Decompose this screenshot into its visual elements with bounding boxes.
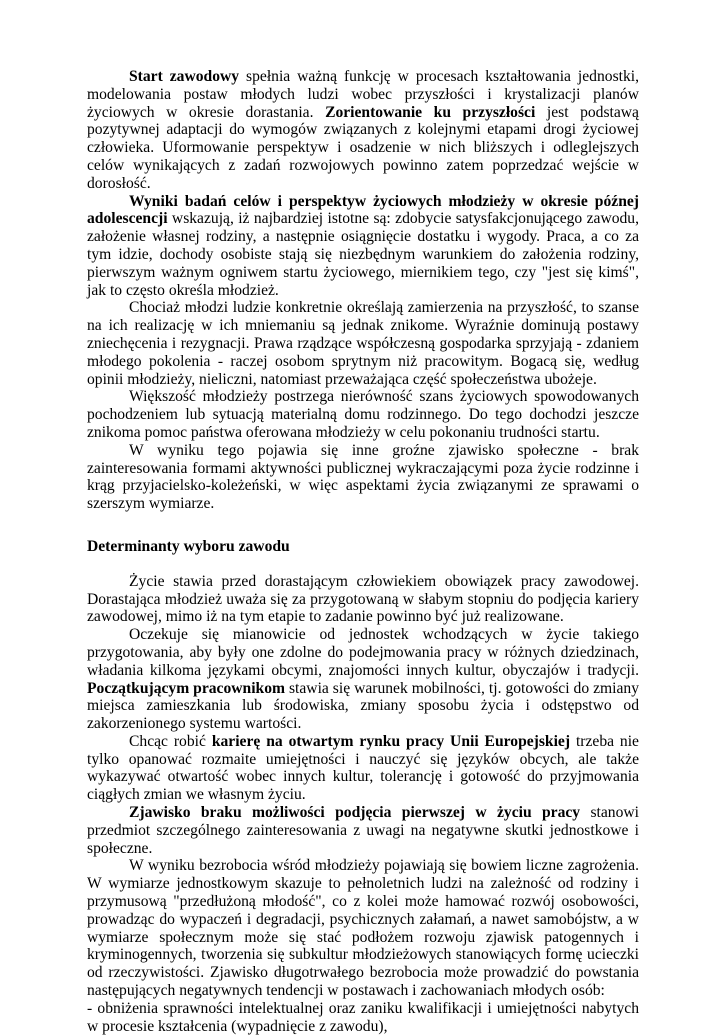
bold-phrase: karierę na otwartym rynku pracy Unii Europejskiej (211, 732, 571, 750)
paragraph-w-wyniku-tego (87, 442, 639, 513)
paragraph-text: Oczekuje się mianowicie od jednostek wchodzących w życie takiego przygotowania, aby były one zdolne do podejmowania pracy w różnych dziedzinach, władania kilkoma językami obcymi, znajomości innych kultur, obyczajów i tradycji. (87, 626, 639, 679)
paragraph-text: Większość młodzieży postrzega nierówność szans życiowych spowodowanych pochodzeniem lub sytuacją materialną domu rodzinnego. Do tego dochodzi jeszcze znikoma pomoc państwa oferowana młodzieży w celu pokonaniu trudności startu. (87, 388, 639, 441)
paragraph-zycie-stawia (87, 573, 639, 626)
paragraph-chcac (87, 733, 639, 804)
section-heading: Determinanty wyboru zawodu (87, 537, 290, 555)
bold-phrase: Wyniki badań celów i perspektyw życiowych młodzieży w okresie późnej adolescencji (87, 192, 639, 228)
paragraph-oczekuje (87, 626, 639, 733)
paragraph-text: - obniżenia sprawności intelektualnej oraz zaniku kwalifikacji i umiejętności nabytych w procesie kształcenia (wypadnięcie z zawodu), (87, 999, 639, 1035)
paragraph-start-zawodowy (87, 68, 639, 193)
paragraph-wiekszosc (87, 388, 639, 441)
paragraph-text: Życie stawia przed dorastającym człowiekiem obowiązek pracy zawodowej. Dorastająca młodzież uważa się za przygotowaną w słabym stopniu do podjęcia kariery zawodowej, mimo iż na tym etapie to zadanie powinno być już realizowane. (87, 572, 639, 626)
paragraph-text: stanowi przedmiot szczególnego zainteresowania z uwagi na negatywne skutki jednostkowe i społeczne. (87, 804, 639, 857)
spacer (87, 556, 639, 573)
paragraph-text: jest podstawą pozytywnej adaptacji do wymogów związanych z kolejnymi etapami drogi życiowej człowieka. Uformowanie perspektyw i osadzenie w nich bliższych i odleglejszych celów wynikających z zadań rozwojowych powinno zatem poprzedzać wejście w dorosłość. (87, 103, 639, 192)
paragraph-text: Chcąc robić (129, 732, 212, 750)
spacer (87, 513, 639, 538)
bold-phrase: Zjawisko braku możliwości podjęcia pierwszej w życiu pracy (129, 804, 581, 822)
paragraph-text: trzeba nie tylko opanować rozmaite umiejętności i nauczyć się języków obcych, ale także wykazywać otwartość wobec innych kultur, tolerancję i gotowość do przyjmowania ciągłych zmian we własnym życiu. (87, 732, 639, 804)
paragraph-text: W wyniku tego pojawia się inne groźne zjawisko społeczne - brak zainteresowania formami aktywności publicznej wykraczającymi poza życie rodzinne i krąg przyjacielsko-koleżeński, w więc aspektami życia związanymi ze sprawami o szerszym wymiarze. (87, 441, 639, 513)
paragraph-text: Chociaż młodzi ludzie konkretnie określają zamierzenia na przyszłość, to szanse na ich realizację w ich mniemaniu są jednak znikome. Wyraźnie dominują postawy zniechęcenia i rezygnacji. Prawa rządzące współczesną gospodarka sprzyjają - zdaniem młodego pokolenia - raczej osobom sprytnym niż pracowitym. Bogacą się, według opinii młodzieży, nieliczni, natomiast przeważająca część społeczeństwa ubożeje. (87, 299, 639, 388)
bold-phrase: Start zawodowy (129, 68, 240, 85)
paragraph-text: W wyniku bezrobocia wśród młodzieży pojawiają się bowiem liczne zagrożenia. W wymiarze jednostkowym skazuje to pełnoletnich ludzi na zależność od rodziny i przymusową "przedłużoną młodość", co z kolei może hamować rozwój osobowości, prowadząc do wypaczeń i degradacji, psychicznych załamań, a nawet samobójstw, a w wymiarze społecznym może się stać podłożem rozwoju zjawisk patogennych i kryminogennych, tworzenia się subkultur młodzieżowych stanowiących formę ucieczki od rzeczywistości. Zjawisko długotrwałego bezrobocia może prowadzić do powstania następujących negatywnych tendencji w postawach i zachowaniach młodych osób: (87, 857, 639, 1000)
paragraph-wyniki-badan (87, 193, 639, 300)
list-item-obnizenie (87, 1000, 639, 1035)
paragraph-text: spełnia ważną funkcję w procesach kształtowania jednostki, modelowania postaw młodych ludzi wobec przyszłości i krystalizacji planów życiowych w okresie dorastania. (87, 68, 640, 121)
paragraph-bezrobocie (87, 857, 639, 999)
document-page (87, 68, 639, 1035)
paragraph-chociaz (87, 299, 639, 388)
paragraph-zjawisko-braku (87, 804, 639, 857)
bold-phrase: Zorientowanie ku przyszłości (325, 103, 536, 121)
paragraph-text: stawia się warunek mobilności, tj. gotowości do zmiany miejsca zamieszkania lub środowiska, zmiany sposobu życia i odstępstwo od zakorzenionego systemu wartości. (87, 679, 639, 733)
bold-phrase: Początkującym pracownikom (87, 679, 286, 697)
paragraph-text: wskazują, iż najbardziej istotne są: zdobycie satysfakcjonującego zawodu, założenie własnej rodziny, a następnie osiągnięcie dostatku i wygody. Praca, a co za tym idzie, dochody osobiste stają się niezbędnym warunkiem do założenia rodziny, pierwszym ważnym ogniwem startu życiowego, miernikiem tego, czy "jest się kimś", jak to często określa młodzież. (87, 210, 639, 299)
